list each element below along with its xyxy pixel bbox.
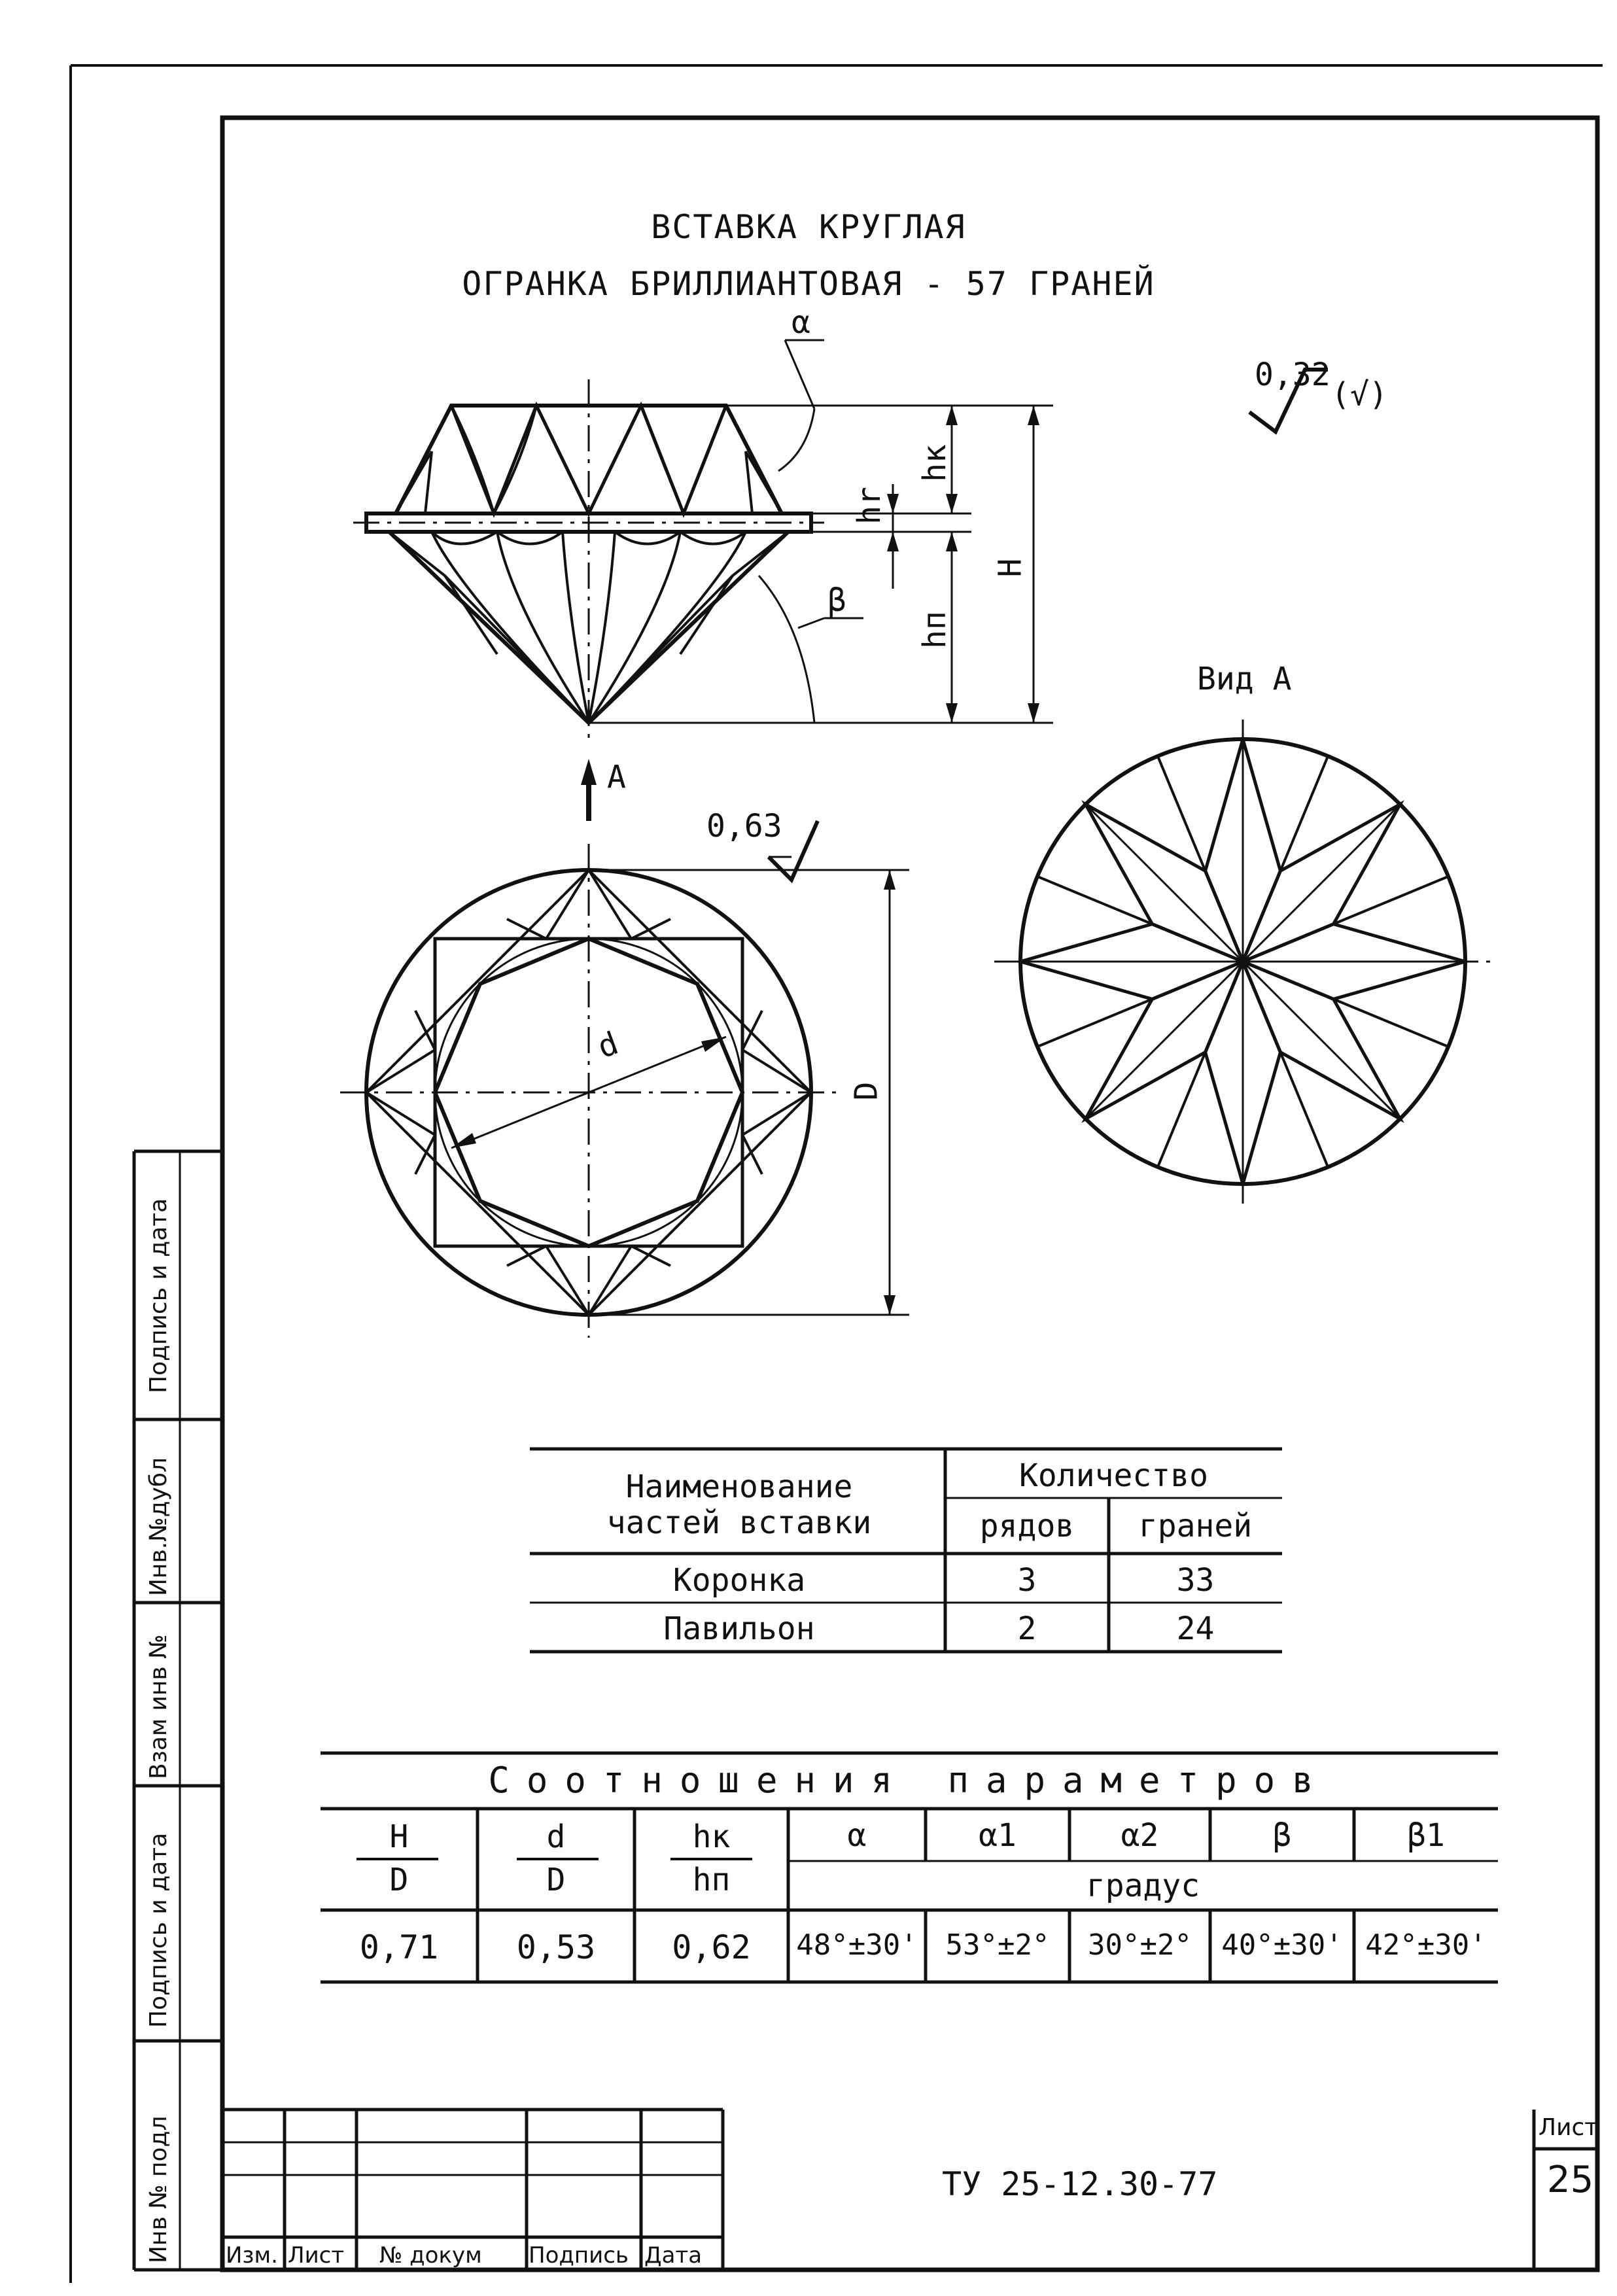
pavilion-girdle-facet	[1037, 999, 1153, 1047]
roughness-girdle: 0,63	[706, 808, 782, 844]
title-line-1: ВСТАВКА КРУГЛАЯ	[651, 208, 966, 246]
stamp-label: Инв.№дубл	[145, 1457, 172, 1596]
pavilion-girdle-facet	[1158, 1052, 1206, 1168]
tb-podpis: Подпись	[529, 2242, 629, 2269]
alpha-label: α	[791, 304, 810, 341]
parts-row-faces: 33	[1176, 1562, 1215, 1599]
sheet-number: 25	[1547, 2159, 1594, 2201]
title-line-2: ОГРАНКА БРИЛЛИАНТОВАЯ - 57 ГРАНЕЙ	[462, 265, 1155, 303]
ratio-value: 42°±30'	[1365, 1928, 1487, 1962]
parts-row-name: Павильон	[663, 1610, 815, 1647]
tb-izm: Изм.	[226, 2242, 278, 2269]
roughness-top-right: 0,32	[1255, 357, 1330, 393]
ratio-value: 48°±30'	[796, 1928, 918, 1962]
ratio-beta: β	[1272, 1817, 1292, 1854]
doc-code: ТУ 25-12.30-77	[942, 2165, 1218, 2203]
parts-row-name: Коронка	[672, 1562, 806, 1599]
top-view	[340, 844, 837, 1338]
hk-label: hк	[916, 444, 953, 482]
ratio-alpha2: α2	[1121, 1817, 1159, 1854]
ratio-hk-den: hп	[692, 1862, 731, 1898]
ratio-h-num: H	[389, 1818, 409, 1855]
ratio-unit: градус	[1086, 1868, 1200, 1904]
pavilion-girdle-facet	[1280, 756, 1328, 871]
ratio-alpha: α	[847, 1817, 867, 1854]
stamp-label: Взам инв №	[145, 1634, 172, 1779]
pavilion-girdle-facet	[1334, 999, 1449, 1047]
roughness-symbols	[769, 370, 1328, 880]
ratio-value: 0,62	[672, 1928, 751, 1966]
stamp-label: Подпись и дата	[145, 1198, 172, 1393]
pavilion-girdle-facet	[1158, 756, 1206, 871]
ratio-value: 0,71	[359, 1928, 439, 1966]
tb-ndokum: № докум	[379, 2242, 482, 2269]
roughness-top-right-suffix: (√)	[1331, 376, 1388, 413]
ratio-value: 53°±2°	[945, 1928, 1050, 1962]
tb-list: Лист	[288, 2242, 345, 2269]
parts-col-name-2: частей вставки	[606, 1505, 872, 1541]
parts-col-rows: рядов	[979, 1508, 1075, 1544]
pavilion-girdle-facet	[1280, 1052, 1328, 1168]
ratio-alpha1: α1	[979, 1817, 1017, 1854]
ratio-value: 40°±30'	[1221, 1928, 1343, 1962]
ratio-hk-num: hк	[692, 1818, 731, 1855]
stamp-label: Подпись и дата	[145, 1832, 172, 2028]
hr-label: hr	[850, 487, 888, 525]
ratio-beta1: β1	[1407, 1817, 1445, 1854]
parts-row-rows: 2	[1017, 1610, 1037, 1647]
ratio-title: Соотношения параметров	[488, 1760, 1330, 1801]
tb-data: Дата	[644, 2242, 703, 2269]
parts-col-faces: граней	[1138, 1508, 1253, 1544]
pavilion-girdle-facet	[1334, 877, 1449, 924]
stamp-label: Инв № подл	[145, 2115, 172, 2263]
hp-label: hп	[916, 611, 953, 649]
ratio-d-num: d	[546, 1818, 566, 1855]
D-label: D	[848, 1081, 885, 1101]
parts-row-faces: 24	[1176, 1610, 1215, 1647]
parts-col-name-1: Наименование	[625, 1469, 853, 1505]
side-view	[353, 379, 824, 742]
arrow-A-label: A	[607, 759, 626, 795]
sheet-label: Лист	[1539, 2114, 1599, 2141]
d-label: d	[593, 1024, 623, 1066]
ratio-value: 30°±2°	[1088, 1928, 1192, 1962]
beta-label: β	[827, 582, 846, 619]
parts-row-rows: 3	[1017, 1562, 1037, 1599]
ratio-d-den: D	[546, 1862, 566, 1898]
ratio-h-den: D	[389, 1862, 409, 1898]
pavilion-girdle-facet	[1037, 877, 1153, 924]
ratio-value: 0,53	[516, 1928, 596, 1966]
parts-col-qty: Количество	[1019, 1457, 1208, 1494]
view-a-star	[1020, 739, 1465, 1184]
view-a-label: Вид A	[1197, 661, 1292, 697]
H-label: H	[992, 558, 1029, 578]
